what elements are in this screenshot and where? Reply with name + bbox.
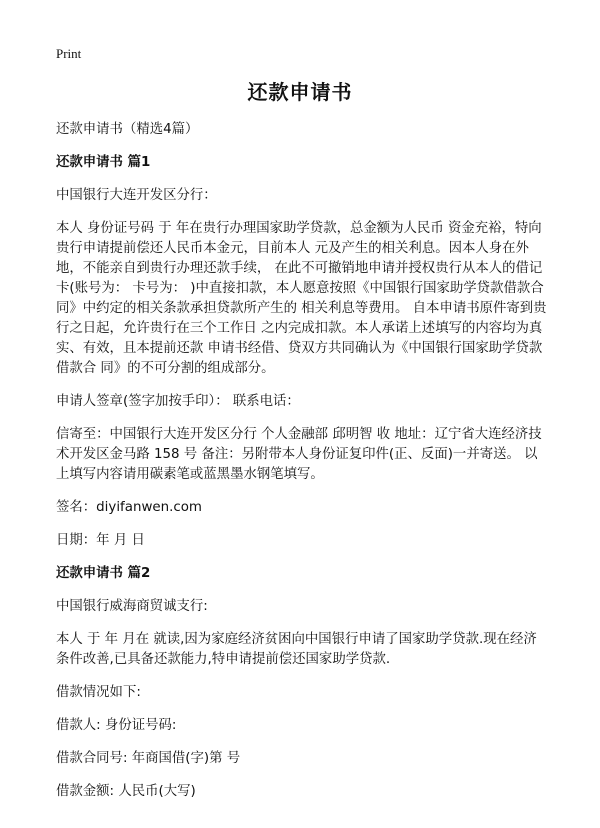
print-label[interactable]: Print <box>56 46 82 61</box>
section1-sign-label: 签名：diyifanwen.com <box>56 500 202 515</box>
section2-addressee: 中国银行威海商贸诚支行: <box>56 599 208 614</box>
document-title: 还款申请书 <box>247 80 353 104</box>
section2-contract-no: 借款合同号: 年商国借(字)第 号 <box>56 751 241 766</box>
section2-loan-intro: 借款情况如下: <box>56 685 141 700</box>
section1-signature-line: 申请人签章(签字加按手印）： 联系电话： <box>56 394 300 409</box>
section1-heading: 还款申请书 篇1 <box>56 155 151 170</box>
section2-body: 本人 于 年 月在 就读,因为家庭经济贫困向中国银行申请了国家助学贷款.现在经济条件改善,已具备还款能力,特申请提前偿还国家助学贷款. <box>56 632 537 667</box>
section2-heading: 还款申请书 篇2 <box>56 566 151 581</box>
document-subtitle: 还款申请书（精选4篇） <box>56 122 199 137</box>
document-content <box>56 120 548 815</box>
section2-borrower: 借款人: 身份证号码: <box>56 718 177 733</box>
section1-addressee: 中国银行大连开发区分行： <box>56 188 217 203</box>
section1-date-label: 日期：年 月 日 <box>56 533 145 548</box>
section1-body: 本人 身份证号码 于 年在贵行办理国家助学贷款，总金额为人民币 资金充裕，特向贵行申请提前偿还人民币本金元，目前本人 元及产生的相关利息。因本人身在外地，不能亲自到贵行办理还款手续， 在此不可撤销地申请并授权贵行从本人的借记卡(账号为： 卡号为： )中直接扣款，本人愿意按照《中国银行国家助学贷款借款合同》中约定的相关条款承担贷款所产生的 相关利息等费用。 自本申请书原件寄到贵行之日起，允许贵行在三个工作日 之内完成扣款。本人承诺上述填写的内容均为真实、有效，且本提前还款 申请书经借、贷双方共同确认为《中国银行国家助学贷款借款合 同》的不可分割的组成部分。 <box>56 221 547 376</box>
section1-mail-info: 信寄至：中国银行大连开发区分行 个人金融部 邱明智 收 地址：辽宁省大连经济技术开发区金马路 158 号 备注：另附带本人身份证复印件(正、反面)一并寄送。 以上填写内容请用碳素笔或蓝黑墨水钢笔填写。 <box>56 427 542 482</box>
section2-amount: 借款金额: 人民币(大写) <box>56 784 196 799</box>
